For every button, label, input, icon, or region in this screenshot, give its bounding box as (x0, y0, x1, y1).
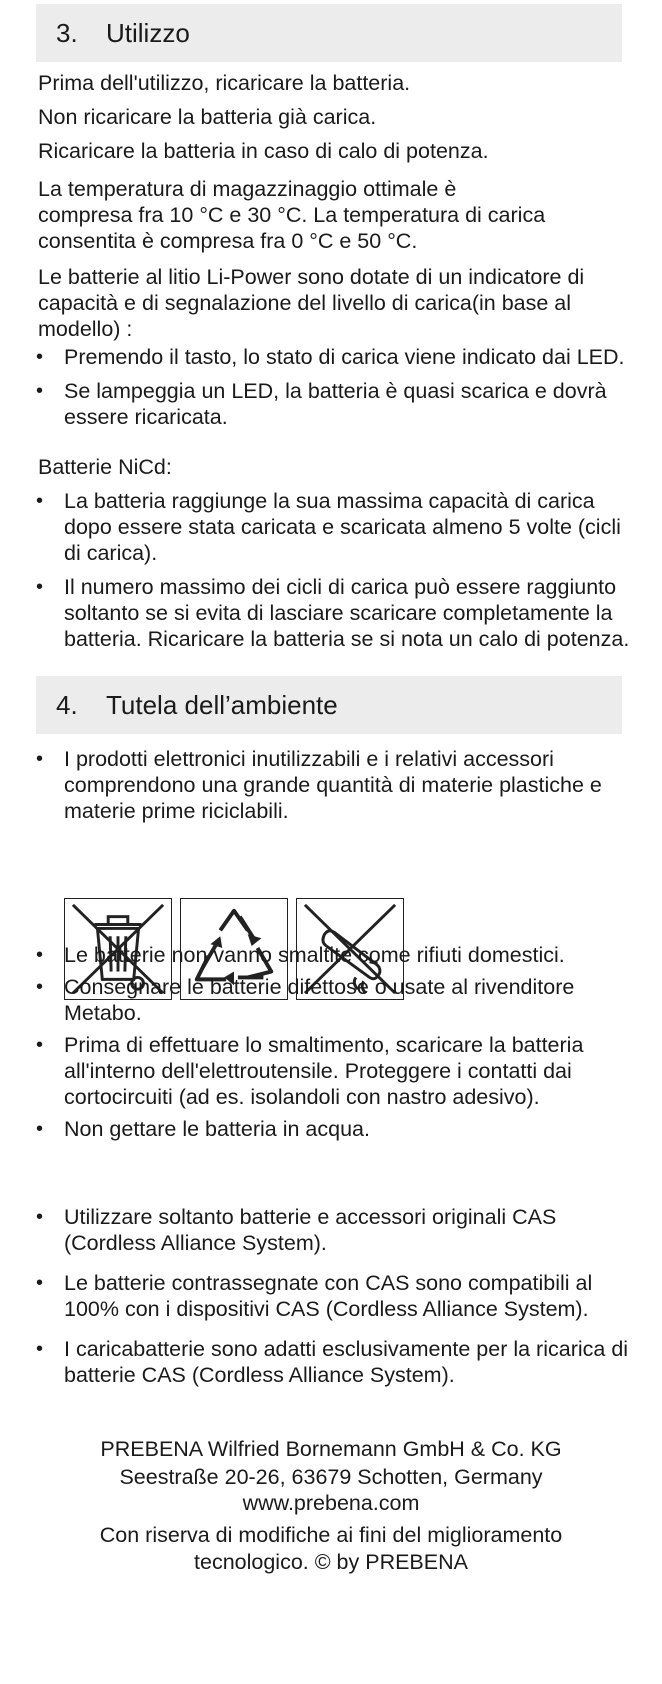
list-item: • Non gettare le batteria in acqua. (30, 1116, 634, 1142)
footer-website[interactable]: www.prebena.com (242, 1491, 420, 1515)
list-item: • La batteria raggiunge la sua massima capacità di carica dopo essere stata caricata e scaricata almeno 5 volte (cicli di carica). (30, 488, 634, 566)
section-3-title: Utilizzo (106, 17, 190, 48)
list-item: • Prima di effettuare lo smaltimento, scaricare la batteria all'interno dell'elettroutensile. Proteggere i contatti dai cortocircuiti (ad es. isolandoli con nastro adesivo). (30, 1032, 634, 1110)
list-item: • Le batterie contrassegnate con CAS sono compatibili al 100% con i dispositivi CAS (Cordless Alliance System). (30, 1270, 634, 1322)
disposal-bullet-list (30, 942, 634, 1142)
list-item: • I caricabatterie sono adatti esclusivamente per la ricarica di batterie CAS (Cordless Alliance System). (30, 1336, 634, 1388)
footer-company: PREBENA Wilfried Bornemann GmbH & Co. KG (100, 1437, 562, 1461)
list-item: • Premendo il tasto, lo stato di carica viene indicato dai LED. (30, 344, 634, 370)
cas-bullet-list (30, 1204, 634, 1388)
nicd-label: Batterie NiCd: (38, 455, 172, 479)
environment-intro-list (30, 746, 634, 824)
section-3-number: 3. (56, 17, 78, 48)
intro-line-3: Ricaricare la batteria in caso di calo di potenza. (38, 139, 489, 163)
section-4-header (36, 676, 622, 734)
list-item: • Utilizzare soltanto batterie e accessori originali CAS (Cordless Alliance System). (30, 1204, 634, 1256)
nicd-bullet-list (30, 488, 634, 652)
section-4-number: 4. (56, 689, 78, 720)
section-3-header (36, 4, 622, 62)
footer-address: Seestraße 20-26, 63679 Schotten, Germany (119, 1465, 543, 1489)
list-item: • I prodotti elettronici inutilizzabili e i relativi accessori comprendono una grande quantità di materie plastiche e materie prime riciclabili. (30, 746, 634, 824)
list-item: • Consegnare le batterie difettose o usate al rivenditore Metabo. (30, 974, 634, 1026)
list-item: • Se lampeggia un LED, la batteria è quasi scarica e dovrà essere ricaricata. (30, 378, 634, 430)
footer-disclaimer: Con riserva di modifiche ai fini del miglioramento tecnologico. © by PREBENA (99, 1523, 563, 1574)
intro-line-1: Prima dell'utilizzo, ricaricare la batteria. (38, 71, 411, 95)
intro-line-2: Non ricaricare la batteria già carica. (38, 105, 377, 129)
temperature-paragraph: La temperatura di magazzinaggio ottimale è compresa fra 10 °C e 30 °C. La temperatura di carica consentita è compresa fra 0 °C e 50 °C. (38, 177, 546, 253)
li-power-paragraph: Le batterie al litio Li-Power sono dotate di un indicatore di capacità e di segnalazione del livello di carica(in base al modello) : (38, 265, 585, 341)
section-4-title: Tutela dell’ambiente (106, 689, 338, 720)
list-item: • Il numero massimo dei cicli di carica può essere raggiunto soltanto se si evita di lasciare scaricare completamente la batteria. Ricaricare la batteria se si nota un calo di potenza. (30, 574, 634, 652)
list-item: • Le batterie non vanno smaltite come rifiuti domestici. (30, 942, 634, 968)
li-power-bullet-list (30, 344, 634, 430)
